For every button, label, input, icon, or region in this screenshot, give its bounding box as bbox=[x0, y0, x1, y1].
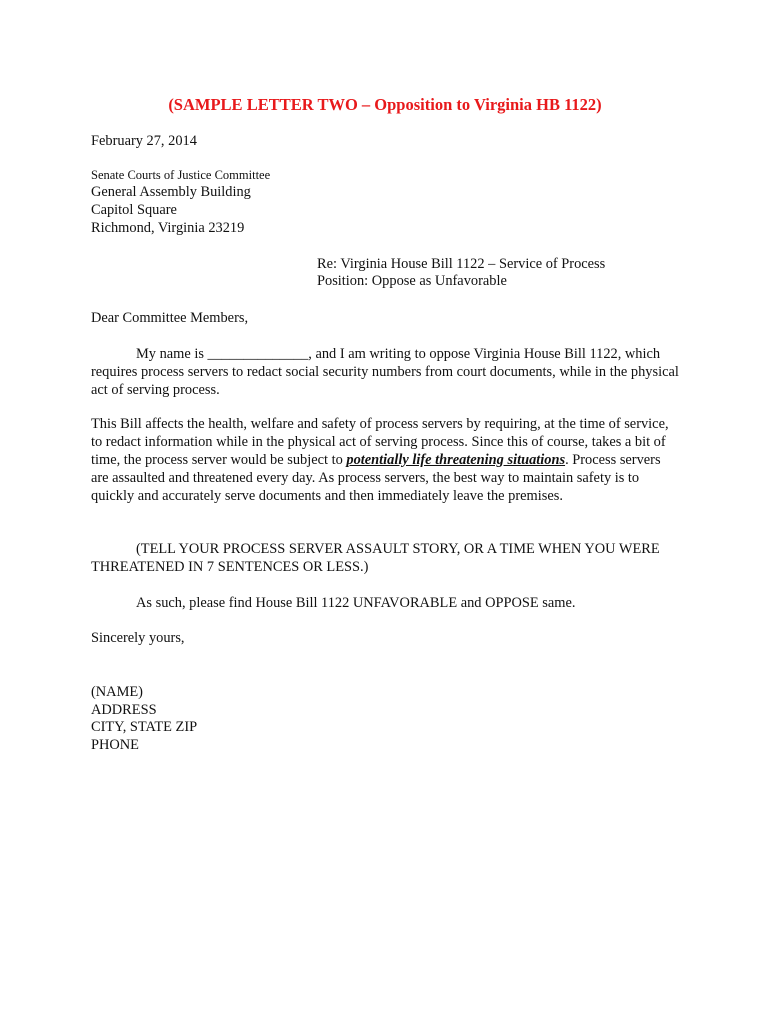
recipient-committee: Senate Courts of Justice Committee bbox=[91, 168, 271, 182]
signature-city-state-zip: CITY, STATE ZIP bbox=[91, 719, 198, 735]
re-subject: Re: Virginia House Bill 1122 – Service of Process bbox=[317, 256, 606, 272]
paragraph-1: My name is ______________, and I am writing to oppose Virginia House Bill 1122, which requires process servers to redact social security numbers from court documents, while in the physical act of serving process. bbox=[91, 346, 679, 398]
letter-title: (SAMPLE LETTER TWO – Opposition to Virginia HB 1122) bbox=[168, 95, 602, 114]
paragraph-2 bbox=[91, 415, 681, 505]
signature-name: (NAME) bbox=[91, 684, 143, 700]
closing: Sincerely yours, bbox=[91, 630, 185, 646]
recipient-building: General Assembly Building bbox=[91, 184, 251, 200]
signature-phone: PHONE bbox=[91, 737, 139, 753]
paragraph-3: (TELL YOUR PROCESS SERVER ASSAULT STORY, OR A TIME WHEN YOU WERE THREATENED IN 7 SENTENCES OR LESS.) bbox=[91, 541, 660, 575]
signature-address: ADDRESS bbox=[91, 702, 157, 718]
paragraph-4: As such, please find House Bill 1122 UNFAVORABLE and OPPOSE same. bbox=[136, 595, 576, 611]
paragraph-2-text-b: . Process servers are assaulted and threatened every day. As process servers, the best way to maintain safety is to quickly and accurately serve documents and then immediately leave the premises. bbox=[91, 452, 661, 504]
paragraph-2-text-a: This Bill affects the health, welfare and safety of process servers by requiring, at the time of service, to redact information while in the physical act of serving process. Since this of course, takes a bit of time, the process server would be subject to bbox=[91, 416, 669, 468]
recipient-street: Capitol Square bbox=[91, 202, 177, 218]
recipient-city: Richmond, Virginia 23219 bbox=[91, 220, 245, 236]
salutation: Dear Committee Members, bbox=[91, 310, 249, 326]
paragraph-2-emphasis: potentially life threatening situations bbox=[346, 452, 566, 468]
letter-date: February 27, 2014 bbox=[91, 133, 197, 149]
re-position: Position: Oppose as Unfavorable bbox=[317, 273, 507, 289]
